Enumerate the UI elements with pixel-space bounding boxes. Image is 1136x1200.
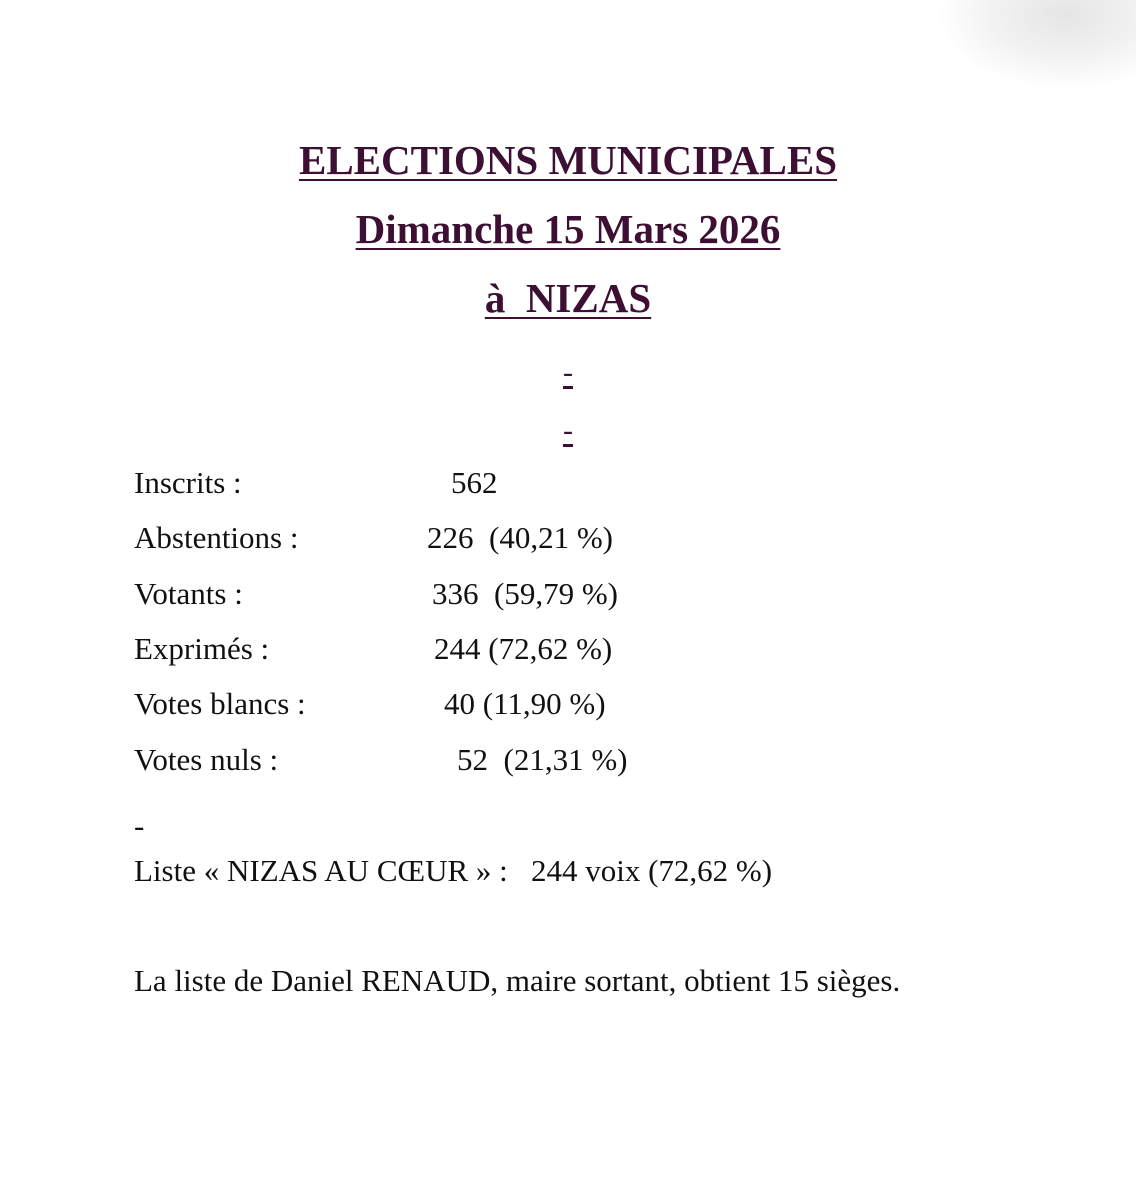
separator-dash: - [563,356,573,389]
label-inscrits: Inscrits : [134,465,242,500]
value-exprimes: 244 (72,62 %) [434,631,613,666]
label-exprimes: Exprimés : [134,631,270,666]
separator-dash: - [563,414,573,447]
label-votants: Votants : [134,576,243,611]
election-date: Dimanche 15 Mars 2026 [355,206,781,252]
page-title: ELECTIONS MUNICIPALES [298,137,838,183]
list-separator-dash: - [134,808,145,843]
label-votes-blancs: Votes blancs : [134,686,306,721]
corner-shadow [936,0,1136,90]
value-votes-blancs: 40 (11,90 %) [444,686,606,721]
value-abstentions: 226 (40,21 %) [427,520,613,555]
label-abstentions: Abstentions : [134,520,299,555]
value-votes-nuls: 52 (21,31 %) [457,742,628,777]
value-votants: 336 (59,79 %) [432,576,618,611]
value-inscrits: 562 [451,465,498,500]
conclusion-text: La liste de Daniel RENAUD, maire sortant, obtient 15 sièges. [134,963,901,998]
list-result: Liste « NIZAS AU CŒUR » : 244 voix (72,62 %) [134,853,773,888]
election-place: à NIZAS [484,275,652,321]
label-votes-nuls: Votes nuls : [134,742,279,777]
